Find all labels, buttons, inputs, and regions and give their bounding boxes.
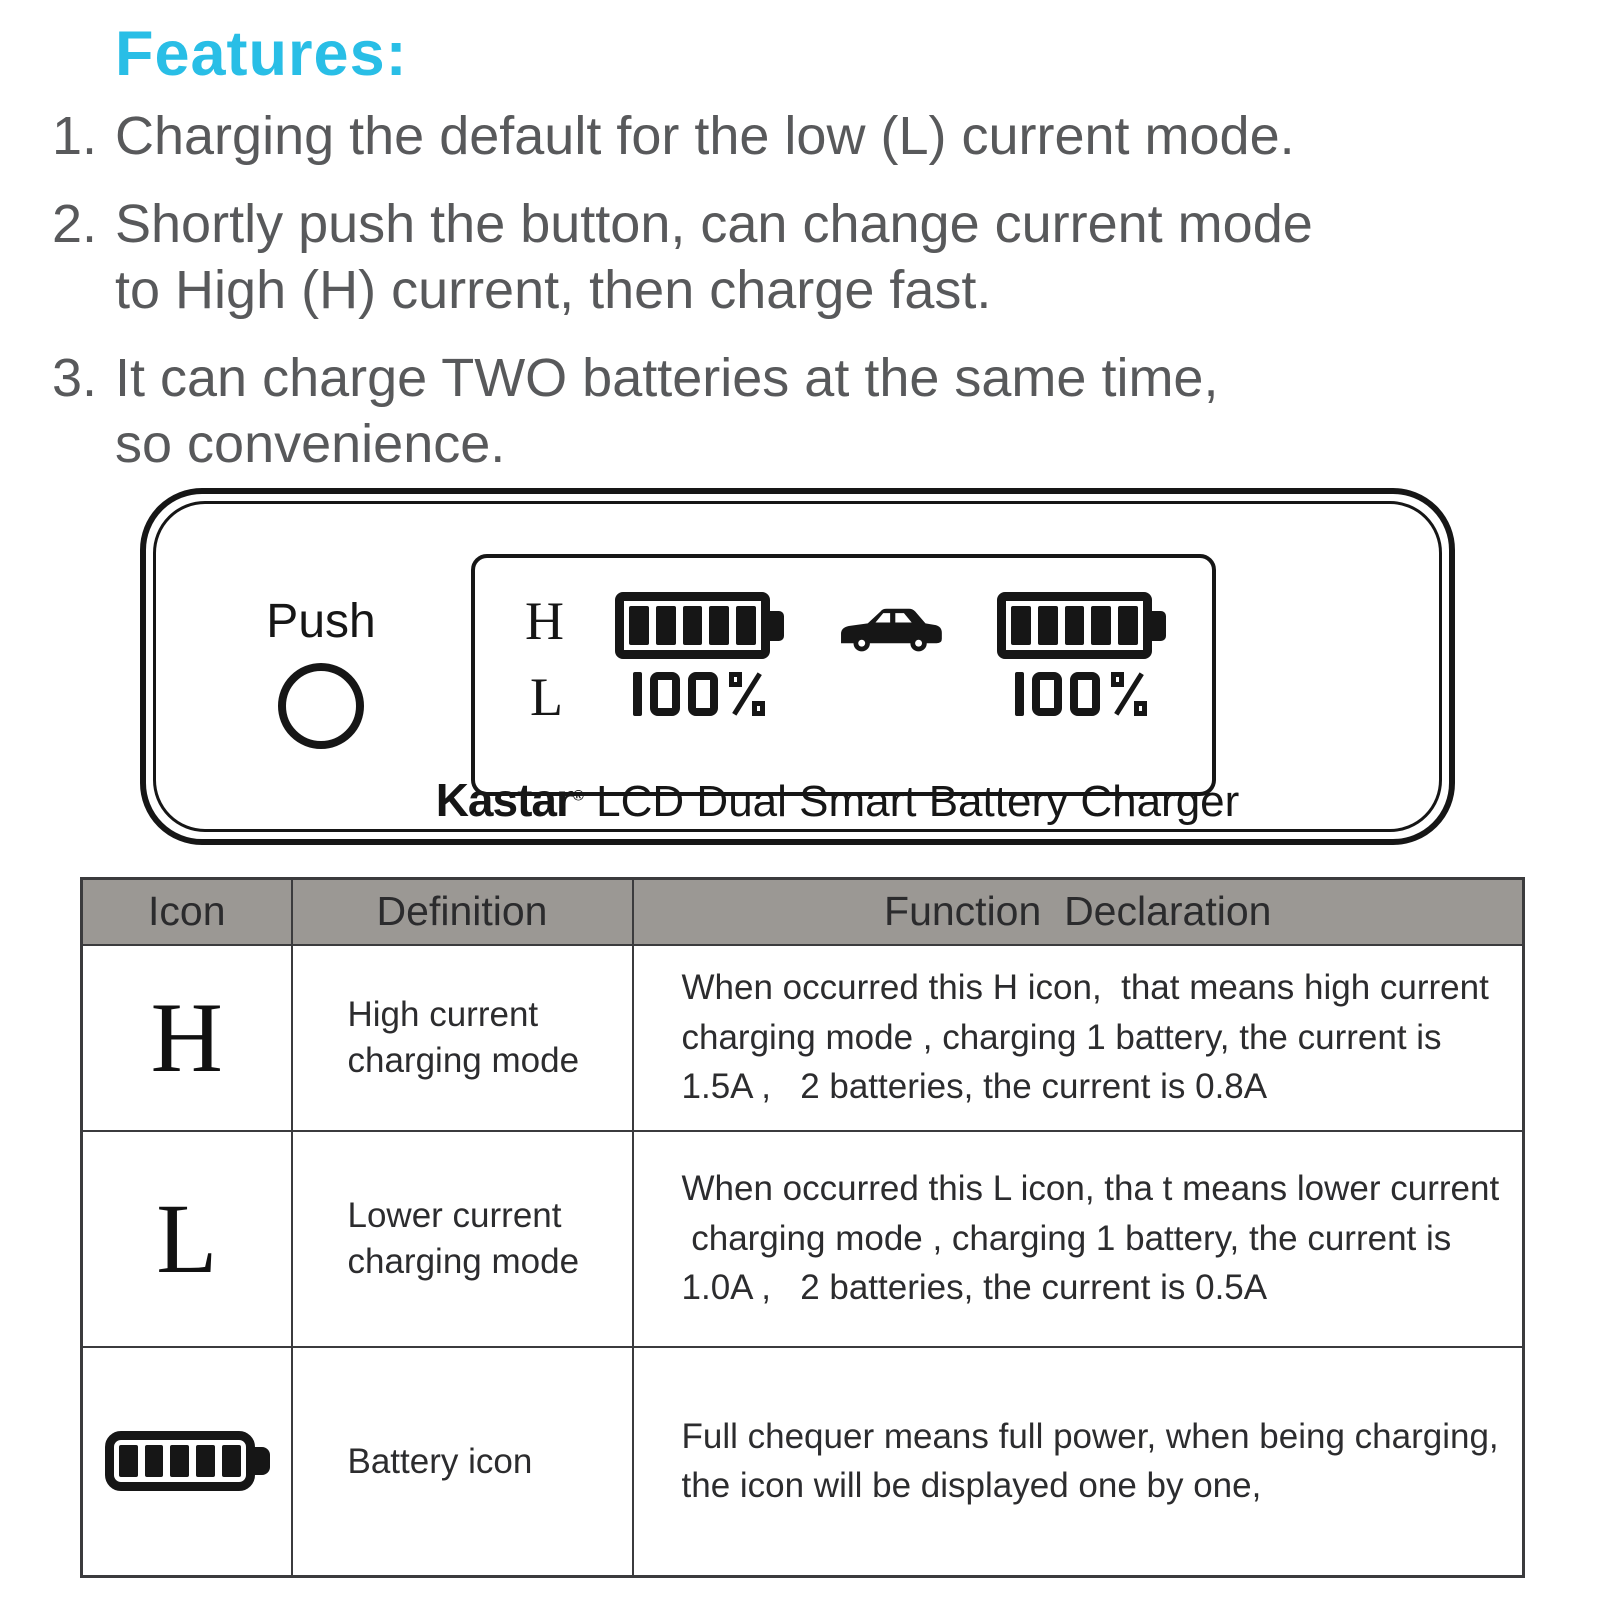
battery-icon (105, 1431, 255, 1491)
feature-item (52, 346, 1562, 478)
battery-segment (656, 606, 676, 645)
battery-segment (196, 1445, 215, 1477)
lcd-digit (1015, 672, 1024, 716)
table-row (82, 1347, 1524, 1577)
product-name: LCD Dual Smart Battery Charger (583, 777, 1240, 826)
battery-segment (629, 606, 649, 645)
table-header-icon: Icon (82, 879, 292, 945)
charger-diagram (140, 488, 1455, 845)
battery-segment (683, 606, 703, 645)
battery2-percent (1015, 672, 1147, 716)
feature-line: to High (H) current, then charge fast. (115, 259, 992, 320)
battery-segment (145, 1445, 164, 1477)
battery-segment (1091, 606, 1111, 645)
table-row (82, 1131, 1524, 1347)
mode-low-label: L (530, 667, 563, 727)
definition-text: charging mode (347, 1241, 580, 1281)
features-list (52, 104, 1562, 499)
feature-number: 1. (52, 106, 98, 166)
feature-item (52, 104, 1562, 170)
definition-text: charging mode (347, 1040, 580, 1080)
battery-icon (997, 592, 1152, 659)
battery-segment (1038, 606, 1058, 645)
battery-segment (1118, 606, 1138, 645)
battery-segment (709, 606, 729, 645)
lcd-panel (471, 554, 1216, 796)
lcd-percent-glyph (729, 672, 765, 716)
push-button-circle (278, 663, 364, 749)
battery-segment (222, 1445, 241, 1477)
registered-mark-icon: ® (572, 787, 584, 805)
lcd-digit (1032, 672, 1062, 716)
feature-line: Charging the default for the low (L) current mode. (115, 106, 1295, 166)
brand-line (146, 773, 1449, 827)
function-text: 1.5A , 2 batteries, the current is 0.8A (681, 1067, 1268, 1107)
spec-table (80, 877, 1525, 1578)
lcd-digit (633, 672, 642, 716)
car-icon (835, 598, 947, 659)
battery-icon (615, 592, 770, 659)
lcd-percent-glyph (1111, 672, 1147, 716)
definition-text: Lower current (347, 1196, 562, 1235)
push-label: Push (266, 595, 376, 648)
feature-line: It can charge TWO batteries at the same time, (115, 347, 1219, 408)
feature-number: 3. (52, 347, 98, 408)
high-mode-letter-icon: H (150, 981, 223, 1093)
brand-logo: Kastar (435, 774, 573, 826)
lcd-digit (1070, 672, 1100, 716)
battery-segment (1065, 606, 1085, 645)
lcd-digit (688, 672, 718, 716)
feature-line: Shortly push the button, can change current mode (115, 193, 1313, 254)
definition-text: Battery icon (347, 1441, 533, 1481)
feature-number: 2. (52, 193, 98, 254)
function-text: When occurred this L icon, tha t means lower current (681, 1168, 1500, 1208)
definition-text: High current (347, 995, 539, 1034)
battery-segment (170, 1445, 189, 1477)
function-text: 1.0A , 2 batteries, the current is 0.5A (681, 1268, 1268, 1308)
mode-high-label: H (525, 591, 564, 651)
battery-segment (1011, 606, 1031, 645)
table-row (82, 945, 1524, 1131)
table-header-function: Function Declaration (633, 879, 1524, 945)
function-text: charging mode , charging 1 battery, the current is (681, 1017, 1442, 1057)
function-text: Full chequer means full power, when being charging, (681, 1416, 1499, 1456)
features-heading: Features: (115, 19, 408, 89)
battery1-percent (633, 672, 765, 716)
function-text: When occurred this H icon, that means high current (681, 967, 1489, 1007)
feature-line: so convenience. (115, 413, 506, 474)
table-header-row (82, 879, 1524, 945)
lcd-digit (650, 672, 680, 716)
push-button-block (246, 594, 396, 749)
battery-segment (736, 606, 756, 645)
function-text: the icon will be displayed one by one, (681, 1466, 1262, 1506)
function-text: charging mode , charging 1 battery, the current is (681, 1218, 1452, 1258)
battery-segment (119, 1445, 138, 1477)
feature-item (52, 192, 1562, 324)
table-header-definition: Definition (292, 879, 633, 945)
low-mode-letter-icon: L (156, 1182, 218, 1294)
